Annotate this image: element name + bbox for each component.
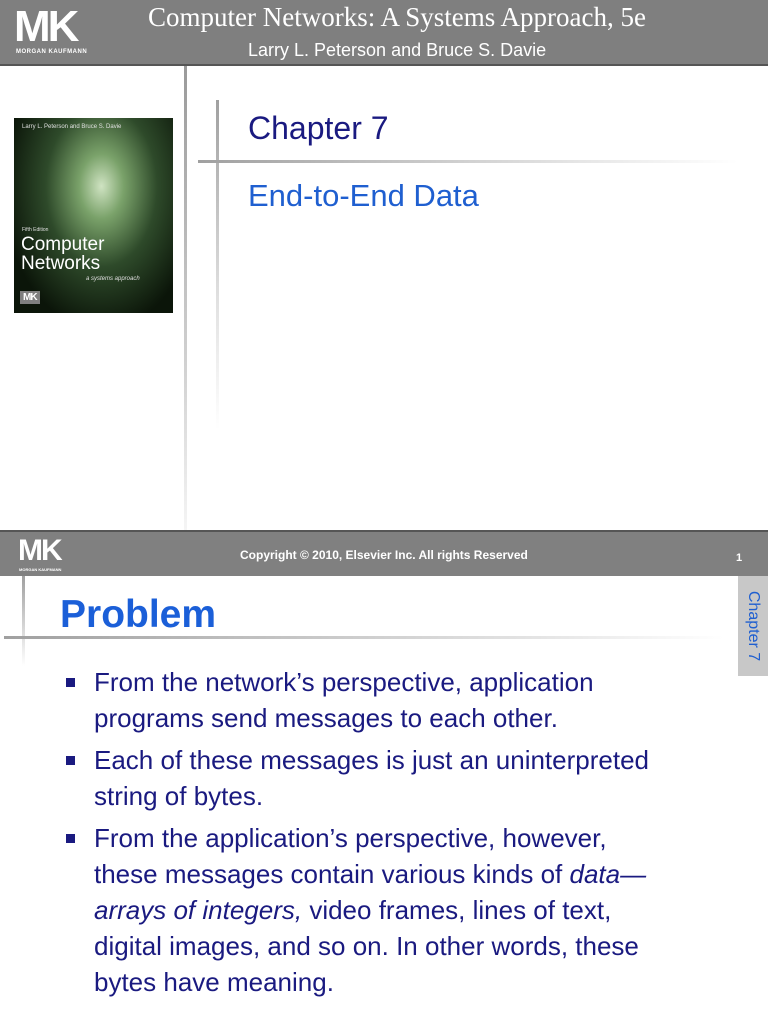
cover-subtitle: a systems approach: [86, 276, 140, 282]
book-cover-image: [14, 118, 173, 313]
cover-publisher-mark: MK: [20, 291, 40, 304]
chapter-title: End-to-End Data: [248, 178, 479, 213]
bullet-square-icon: [66, 834, 75, 843]
page-number: 1: [736, 552, 743, 564]
mk-logo: [14, 2, 110, 60]
book-title: Computer Networks: A Systems Approach, 5e: [148, 2, 646, 32]
chapter-label: Chapter 7: [248, 110, 389, 146]
bullet-text-line: digital images, and so on. In other words, these: [94, 931, 639, 961]
bullet-text-line: From the application’s perspective, however,: [94, 823, 607, 853]
logo-letters: MK: [14, 2, 77, 51]
cover-title-line1: Computer: [21, 234, 105, 255]
header-bar: [0, 0, 768, 66]
cover-edition: Fifth Edition: [22, 227, 49, 233]
footer-logo-letters: MK: [18, 534, 61, 567]
slide-title: Problem: [60, 593, 217, 636]
bullet-text-line: Each of these messages is just an uninterpreted: [94, 745, 649, 775]
copyright-notice: Copyright © 2010, Elsevier Inc. All rights Reserved: [240, 548, 528, 562]
bullet-list: [62, 664, 738, 1006]
title-accent-horizontal: [198, 160, 738, 163]
bullet-text-line: bytes have meaning.: [94, 967, 334, 997]
chapter-side-tab: [738, 576, 768, 676]
bullet-text-emphasis: data—: [569, 859, 647, 889]
bullet-text-emphasis: arrays of integers,: [94, 895, 303, 925]
title-accent-vertical: [22, 576, 25, 666]
bullet-text-line: From the network’s perspective, application: [94, 667, 594, 697]
bullet-square-icon: [66, 756, 75, 765]
book-authors: Larry L. Peterson and Bruce S. Davie: [248, 40, 547, 60]
bullet-square-icon: [66, 678, 75, 687]
bullet-text-segment: video frames, lines of text,: [302, 895, 612, 925]
logo-subtext: MORGAN KAUFMANN: [16, 49, 88, 55]
cover-title: [21, 235, 104, 273]
bullet-text-line: [94, 856, 738, 892]
divider-vertical: [184, 66, 187, 530]
side-tab-label: Chapter 7: [745, 590, 762, 662]
footer-bar: [0, 530, 768, 578]
cover-authors: Larry L. Peterson and Bruce S. Davie: [22, 124, 122, 130]
list-item: [62, 664, 738, 736]
bullet-text-line: [94, 892, 738, 928]
bullet-text-line: string of bytes.: [94, 781, 264, 811]
cover-title-line2: Networks: [21, 253, 101, 274]
list-item: [62, 820, 738, 1000]
footer-mk-logo: [18, 536, 88, 576]
bullet-text-segment: these messages contain various kinds of: [94, 859, 570, 889]
slide-2: [0, 576, 768, 1024]
title-accent-vertical: [216, 100, 219, 430]
bullet-text-line: programs send messages to each other.: [94, 703, 558, 733]
list-item: [62, 742, 738, 814]
footer-logo-subtext: MORGAN KAUFMANN: [19, 567, 62, 572]
